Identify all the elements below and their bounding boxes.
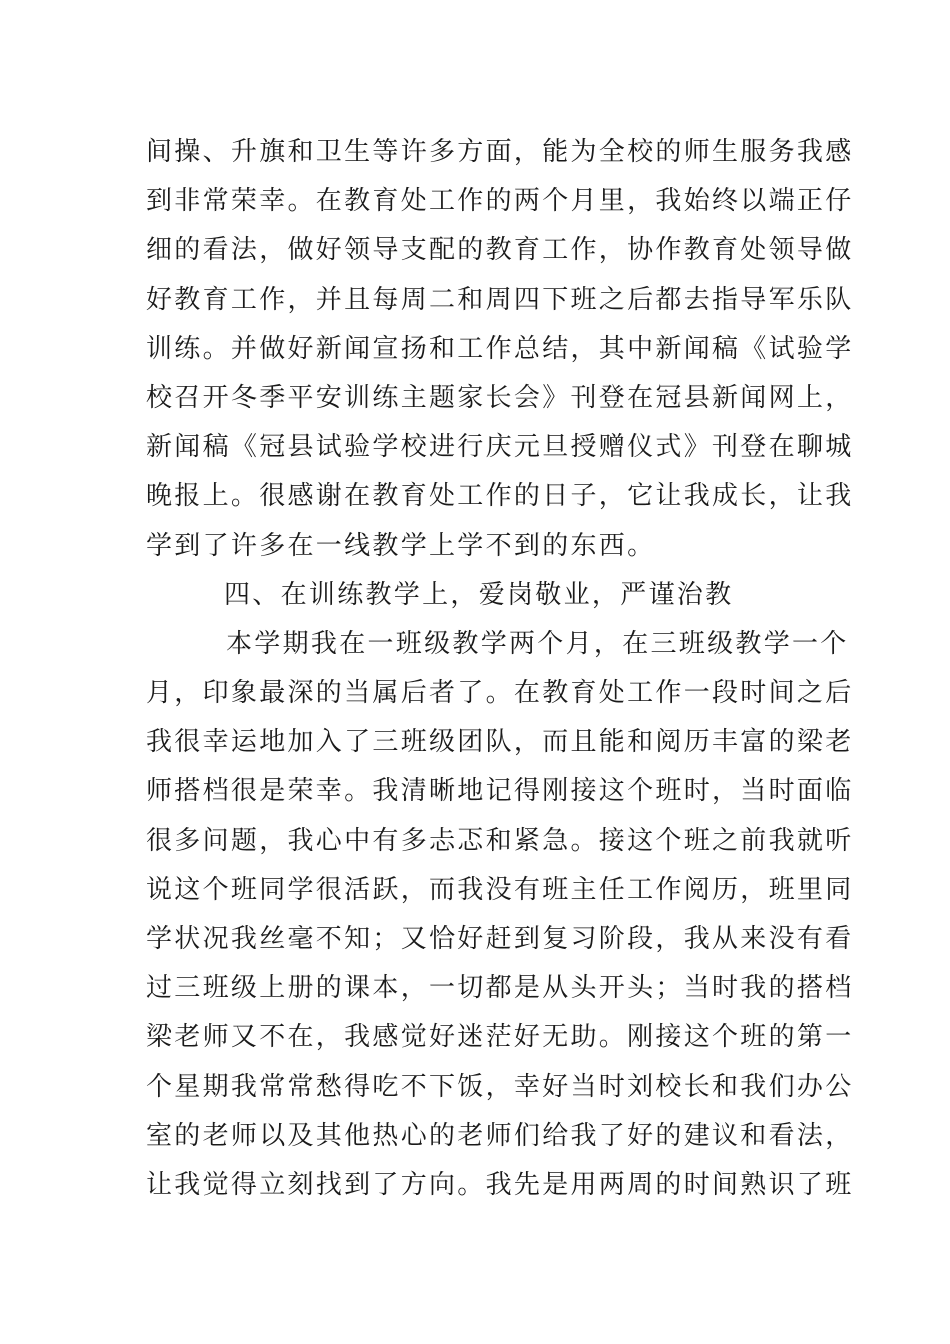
text-line: 晚报上。很感谢在教育处工作的日子，它让我成长，让我	[146, 481, 854, 512]
text-line: 梁老师又不在，我感觉好迷茫好无助。刚接这个班的第一	[146, 1022, 854, 1053]
text-line: 月，印象最深的当属后者了。在教育处工作一段时间之后	[146, 678, 854, 709]
text-line: 说这个班同学很活跃，而我没有班主任工作阅历，班里同	[146, 874, 854, 905]
text-line: 个星期我常常愁得吃不下饭，幸好当时刘校长和我们办公	[146, 1071, 854, 1102]
text-line: 学状况我丝毫不知；又恰好赶到复习阶段，我从来没有看	[146, 924, 854, 954]
text-line: 室的老师以及其他热心的老师们给我了好的建议和看法，	[146, 1120, 854, 1151]
text-line: 学到了许多在一线教学上学不到的东西。	[146, 530, 656, 561]
text-line: 细的看法，做好领导支配的教育工作，协作教育处领导做	[146, 235, 854, 266]
text-line: 过三班级上册的课本，一切都是从头开头；当时我的搭档	[146, 973, 854, 1004]
text-line: 师搭档很是荣幸。我清晰地记得刚接这个班时，当时面临	[146, 776, 854, 807]
section-heading: 四、在训练教学上，爱岗敬业，严谨治教	[224, 579, 734, 610]
text-line: 训练。并做好新闻宣扬和工作总结，其中新闻稿《试验学	[146, 333, 854, 364]
document-body	[146, 128, 854, 1210]
text-line: 我很幸运地加入了三班级团队，而且能和阅历丰富的梁老	[146, 727, 854, 758]
text-line: 校召开冬季平安训练主题家长会》刊登在冠县新闻网上，	[146, 382, 854, 413]
text-line: 到非常荣幸。在教育处工作的两个月里，我始终以端正仔	[146, 186, 854, 217]
text-line: 新闻稿《冠县试验学校进行庆元旦授赠仪式》刊登在聊城	[146, 432, 854, 463]
text-line: 好教育工作，并且每周二和周四下班之后都去指导军乐队	[146, 284, 854, 315]
text-line: 间操、升旗和卫生等许多方面，能为全校的师生服务我感	[146, 137, 854, 167]
text-line: 很多问题，我心中有多忐忑和紧急。接这个班之前我就听	[146, 825, 854, 856]
paragraph-first-line: 本学期我在一班级教学两个月，在三班级教学一个	[226, 628, 849, 659]
text-line: 让我觉得立刻找到了方向。我先是用两周的时间熟识了班	[146, 1169, 854, 1200]
